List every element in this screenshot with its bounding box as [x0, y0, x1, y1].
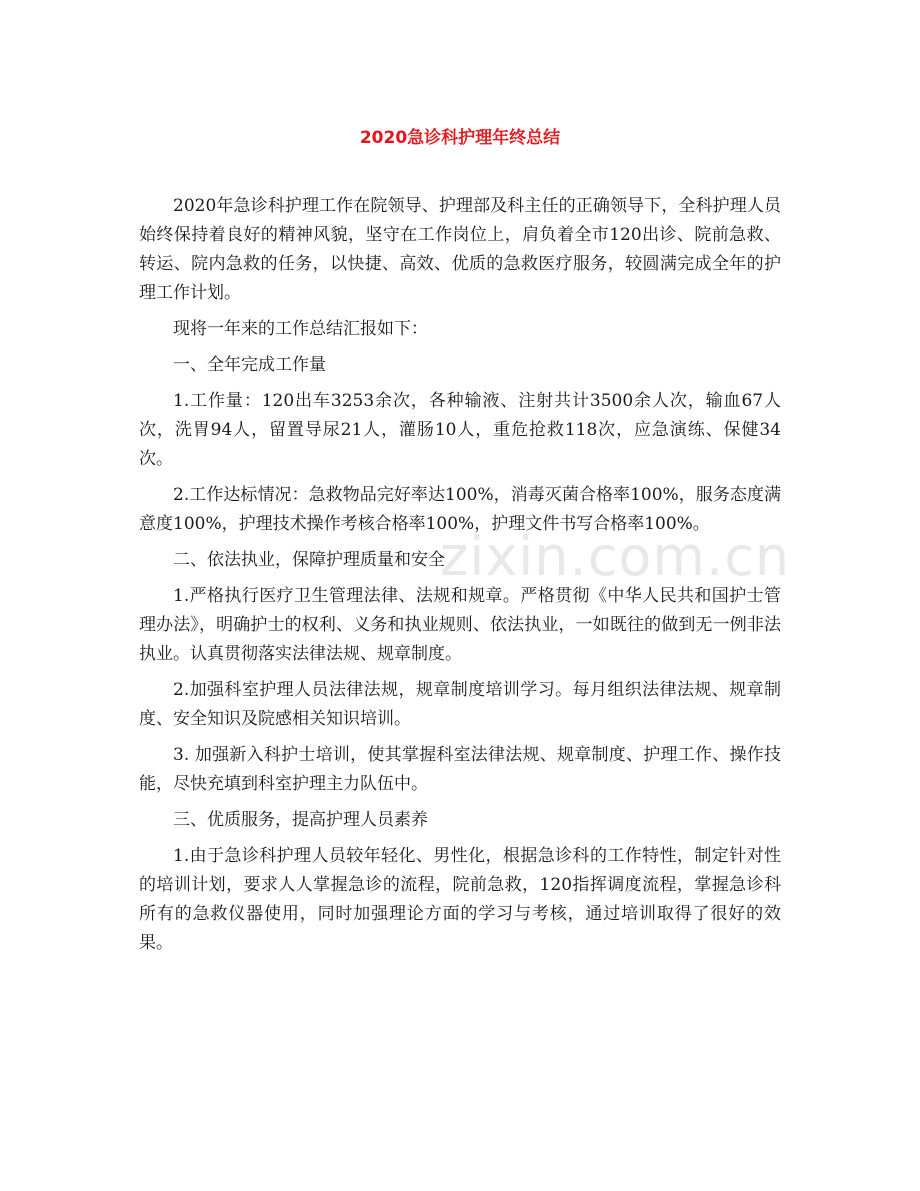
paragraph-law-1: 1.严格执行医疗卫生管理法律、法规和规章。严格贯彻《中华人民共和国护士管理办法》，明确护士的权利、义务和执业规则、依法执业，一如既往的做到无一例非法执业。认真贯彻落实法律法规、规章制度。	[139, 586, 781, 664]
paragraph-service-1: 1.由于急诊科护理人员较年轻化、男性化，根据急诊科的工作特性，制定针对性的培训计划，要求人人掌握急诊的流程，院前急救，120指挥调度流程，掌握急诊科所有的急救仪器使用，同时加强理论方面的学习与考核，通过培训取得了很好的效果。	[139, 846, 781, 953]
paragraph-law-3: 3. 加强新入科护士培训，使其掌握科室法律法规、规章制度、护理工作、操作技能，尽快充填到科室护理主力队伍中。	[139, 745, 781, 794]
paragraph-summary-lead: 现将一年来的工作总结汇报如下：	[173, 319, 428, 339]
paragraph-standards: 2.工作达标情况：急救物品完好率达100%，消毒灭菌合格率100%，服务态度满意度100%，护理技术操作考核合格率100%，护理文件书写合格率100%。	[139, 485, 781, 534]
document-body	[139, 192, 781, 965]
document-title: 2020急诊科护理年终总结	[359, 128, 561, 148]
section-heading-law: 二、依法执业，保障护理质量和安全	[173, 550, 445, 570]
paragraph-law-2: 2.加强科室护理人员法律法规，规章制度培训学习。每月组织法律法规、规章制度、安全知识及院感相关知识培训。	[139, 680, 781, 729]
section-heading-service: 三、优质服务，提高护理人员素养	[173, 810, 428, 830]
paragraph-intro: 2020年急诊科护理工作在院领导、护理部及科主任的正确领导下，全科护理人员始终保持着良好的精神风貌，坚守在工作岗位上，肩负着全市120出诊、院前急救、转运、院内急救的任务，以快捷、高效、优质的急救医疗服务，较圆满完成全年的护理工作计划。	[139, 196, 781, 303]
paragraph-workload: 1.工作量：120出车3253余次，各种输液、注射共计3500余人次，输血67人次，洗胃94人，留置导尿21人，灌肠10人，重危抢救118次，应急演练、保健34次。	[139, 391, 781, 469]
watermark: zixin.com.cn	[440, 525, 791, 588]
section-heading-workload: 一、全年完成工作量	[173, 355, 326, 375]
